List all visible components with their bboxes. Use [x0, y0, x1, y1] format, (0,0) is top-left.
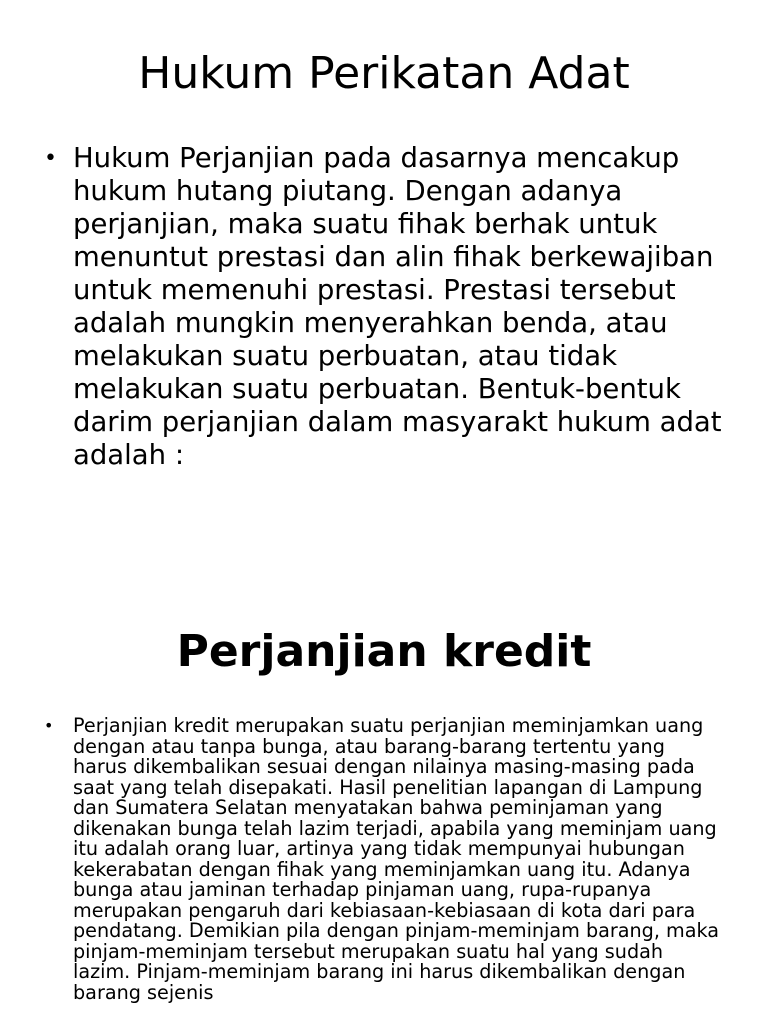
bullet-text: Hukum Perjanjian pada dasarnya mencakup hukum hutang piutang. Dengan adanya perjanjian, maka suatu fihak berhak untuk menuntut prestasi dan alin fihak berkewajiban untuk memenuhi prestasi. Prestasi tersebut adalah mungkin menyerahkan benda, atau melakukan suatu perbuatan, atau tidak melakukan suatu perbuatan. Bentuk-bentuk darim perjanjian dalam masyarakt hukum adat adalah : [73, 142, 722, 471]
bullet-list [44, 142, 724, 472]
bullet-item [44, 142, 724, 472]
bullet-list [44, 716, 724, 1003]
bullet-dot-icon: • [44, 146, 57, 171]
slide-title: Hukum Perikatan Adat [138, 48, 630, 99]
bullet-text: Perjanjian kredit merupakan suatu perjanjian meminjamkan uang dengan atau tanpa bunga, atau barang-barang tertentu yang harus dikembalikan sesuai dengan nilainya masing-masing pada saat yang telah disepakati. Hasil penelitian lapangan di Lampung dan Sumatera Selatan menyatakan bahwa peminjaman yang dikenakan bunga telah lazim terjadi, apabila yang meminjam uang itu adalah orang luar, artinya yang tidak mempunyai hubungan kekerabatan dengan fihak yang meminjamkan uang itu. Adanya bunga atau jaminan terhadap pinjaman uang, rupa-rupanya merupakan pengaruh dari kebiasaan-kebiasaan di kota dari para pendatang. Demikian pila dengan pinjam-meminjam barang, maka pinjam-meminjam tersebut merupakan suatu hal yang sudah lazim. Pinjam-meminjam barang ini harus dikembalikan dengan barang sejenis [73, 714, 720, 1004]
bullet-dot-icon: • [44, 716, 54, 735]
slide-title: Perjanjian kredit [176, 626, 592, 677]
bullet-item [44, 716, 724, 1003]
slide-perjanjian-kredit [0, 576, 768, 1024]
